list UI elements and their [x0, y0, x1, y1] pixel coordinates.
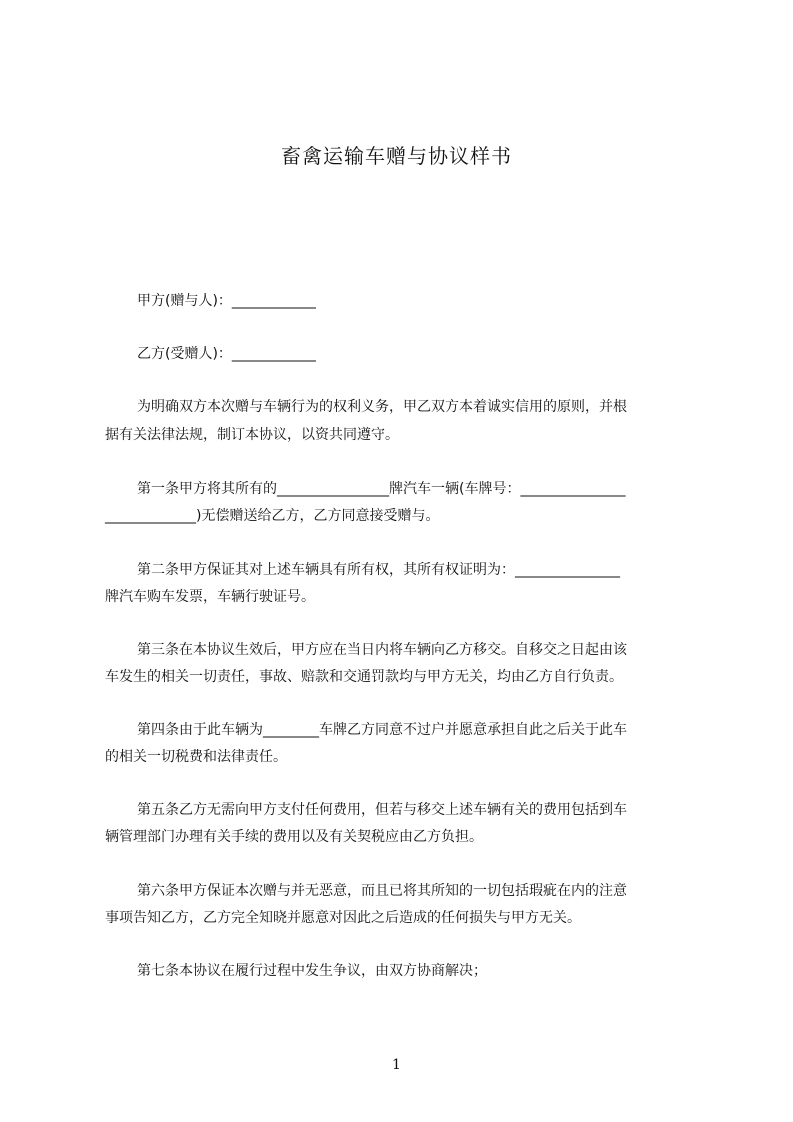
party-a-line: 甲方(赠与人)：____________	[137, 293, 316, 309]
article-7-line: 第七条本协议在履行过程中发生争议，由双方协商解决；	[137, 963, 487, 979]
preamble-line-2: 据有关法律法规，制订本协议，以资共同遵守。	[105, 427, 399, 443]
page-number: 1	[392, 1057, 401, 1073]
party-b-line: 乙方(受赠人)：____________	[137, 346, 316, 362]
document-title: 畜禽运输车赠与协议样书	[281, 144, 512, 168]
article-6-line-1: 第六条甲方保证本次赠与并无恶意，而且已将其所知的一切包括瑕疵在内的注意	[137, 883, 627, 899]
article-2-line-1: 第二条甲方保证其对上述车辆具有所有权，其所有权证明为：_______________	[137, 562, 620, 578]
article-5-line-1: 第五条乙方无需向甲方支付任何费用，但若与移交上述车辆有关的费用包括到车	[137, 802, 627, 818]
article-4-line-1: 第四条由于此车辆为________车牌乙方同意不过户并愿意承担自此之后关于此车	[137, 722, 627, 738]
article-1-line-2: _____________)无偿赠送给乙方，乙方同意接受赠与。	[105, 508, 440, 524]
article-3-line-1: 第三条在本协议生效后，甲方应在当日内将车辆向乙方移交。自移交之日起由该	[137, 642, 627, 658]
article-2-line-2: 牌汽车购车发票，车辆行驶证号。	[105, 589, 315, 605]
article-1-line-1: 第一条甲方将其所有的________________牌汽车一辆(车牌号：_______________	[137, 481, 626, 497]
article-4-line-2: 的相关一切税费和法律责任。	[105, 749, 287, 765]
article-6-line-2: 事项告知乙方，乙方完全知晓并愿意对因此之后造成的任何损失与甲方无关。	[105, 910, 581, 926]
preamble-line-1: 为明确双方本次赠与车辆行为的权利义务，甲乙双方本着诚实信用的原则，并根	[137, 399, 627, 415]
article-3-line-2: 车发生的相关一切责任，事故、赔款和交通罚款均与甲方无关，均由乙方自行负责。	[105, 669, 623, 685]
article-5-line-2: 辆管理部门办理有关手续的费用以及有关契税应由乙方负担。	[105, 829, 483, 845]
